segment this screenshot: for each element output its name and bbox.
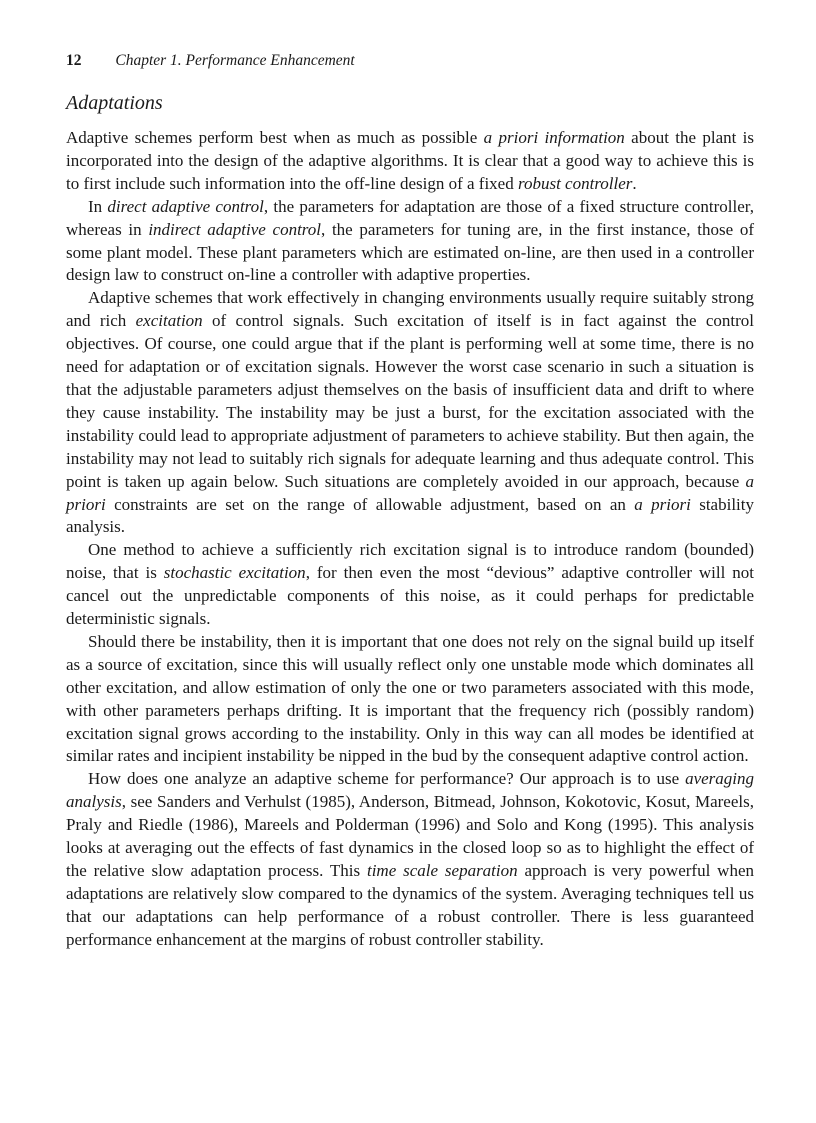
italic-term: indirect adaptive control (148, 219, 321, 239)
italic-term: a priori information (483, 128, 625, 147)
italic-term: robust controller (517, 173, 633, 193)
paragraph-6: How does one analyze an adaptive scheme for performance? Our approach is to use averaging analysis, see Sanders and Verhulst (1985), Anderson, Bitmead, Johnson, Kokotovic, Kosut, Mareels, Praly and Riedle (1986), Mareels and Polderman (1996) and Solo and Kong (1995). This analysis looks at averaging out the effects of fast dynamics in the closed loop so as to highlight the effect of the relative slow adaptation process. This time scale separation approach is very powerful when adaptations are relatively slow compared to the dynamics of the system. Averaging techniques tell us that our adaptations can help performance of a robust controller. There is less guaranteed performance enhancement at the margins of robust controller stability. (66, 769, 754, 949)
paragraph-3: Adaptive schemes that work effectively in changing environments usually require suitably strong and rich excitation of control signals. Such excitation of itself is in fact against the control objectives. Of course, one could argue that if the plant is performing well at some time, there is no need for adaptation or of excitation signals. However the worst case scenario in such a situation is that the adjustable parameters adjust themselves on the basis of insufficient data and drift to where they cause instability. The instability may be just a burst, for the excitation associated with the instability could lead to appropriate adjustment of parameters to achieve stability. But then again, the instability may not lead to suitably rich signals for adequate learning and thus adequate control. This point is taken up again below. Such situations are completely avoided in our approach, because a priori constraints are set on the range of allowable adjustment, based on an a priori stability analysis. (66, 288, 754, 537)
italic-term: time scale separation (366, 861, 518, 880)
italic-term: a priori (634, 494, 691, 514)
italic-term: stochastic excitation (163, 563, 306, 583)
paragraph-4: One method to achieve a sufficiently rich excitation signal is to introduce random (bounded) noise, that is stochastic excitation, for then even the most “devious” adaptive controller will not cancel out the unpredictable components of this noise, as it could perhaps for predictable deterministic signals. (66, 540, 754, 629)
section-title: Adaptations (66, 92, 163, 114)
italic-term: a priori (66, 471, 754, 514)
italic-term: excitation (135, 311, 203, 331)
body-text (66, 127, 754, 952)
paragraph-5: Should there be instability, then it is important that one does not rely on the signal build up itself as a source of excitation, since this will usually reflect only one unstable mode which dominates all other excitation, and allow estimation of only the one or two parameters associated with this mode, with other parameters perhaps drifting. It is important that the frequency rich (possibly random) excitation signal grows according to the instability. Only in this way can all modes be identified at similar rates and incipient instability be nipped in the bud by the consequent adaptive control action. (66, 631, 754, 766)
paragraph-2: In direct adaptive control, the parameters for adaptation are those of a fixed structure controller, whereas in indirect adaptive control, the parameters for tuning are, in the first instance, those of some plant model. These plant parameters which are estimated on-line, are then used in a controller design law to construct on-line a controller with adaptive properties. (66, 196, 754, 285)
italic-term: direct adaptive control (107, 196, 264, 216)
paragraph-1: Adaptive schemes perform best when as much as possible a priori information about the plant is incorporated into the design of the adaptive algorithms. It is clear that a good way to achieve this is to first include such information into the off-line design of a fixed robust controller. (66, 128, 755, 193)
running-title: Chapter 1. Performance Enhancement (115, 52, 355, 69)
running-header (66, 52, 355, 70)
italic-term: averaging analysis (66, 769, 754, 812)
page-number: 12 (66, 52, 82, 69)
